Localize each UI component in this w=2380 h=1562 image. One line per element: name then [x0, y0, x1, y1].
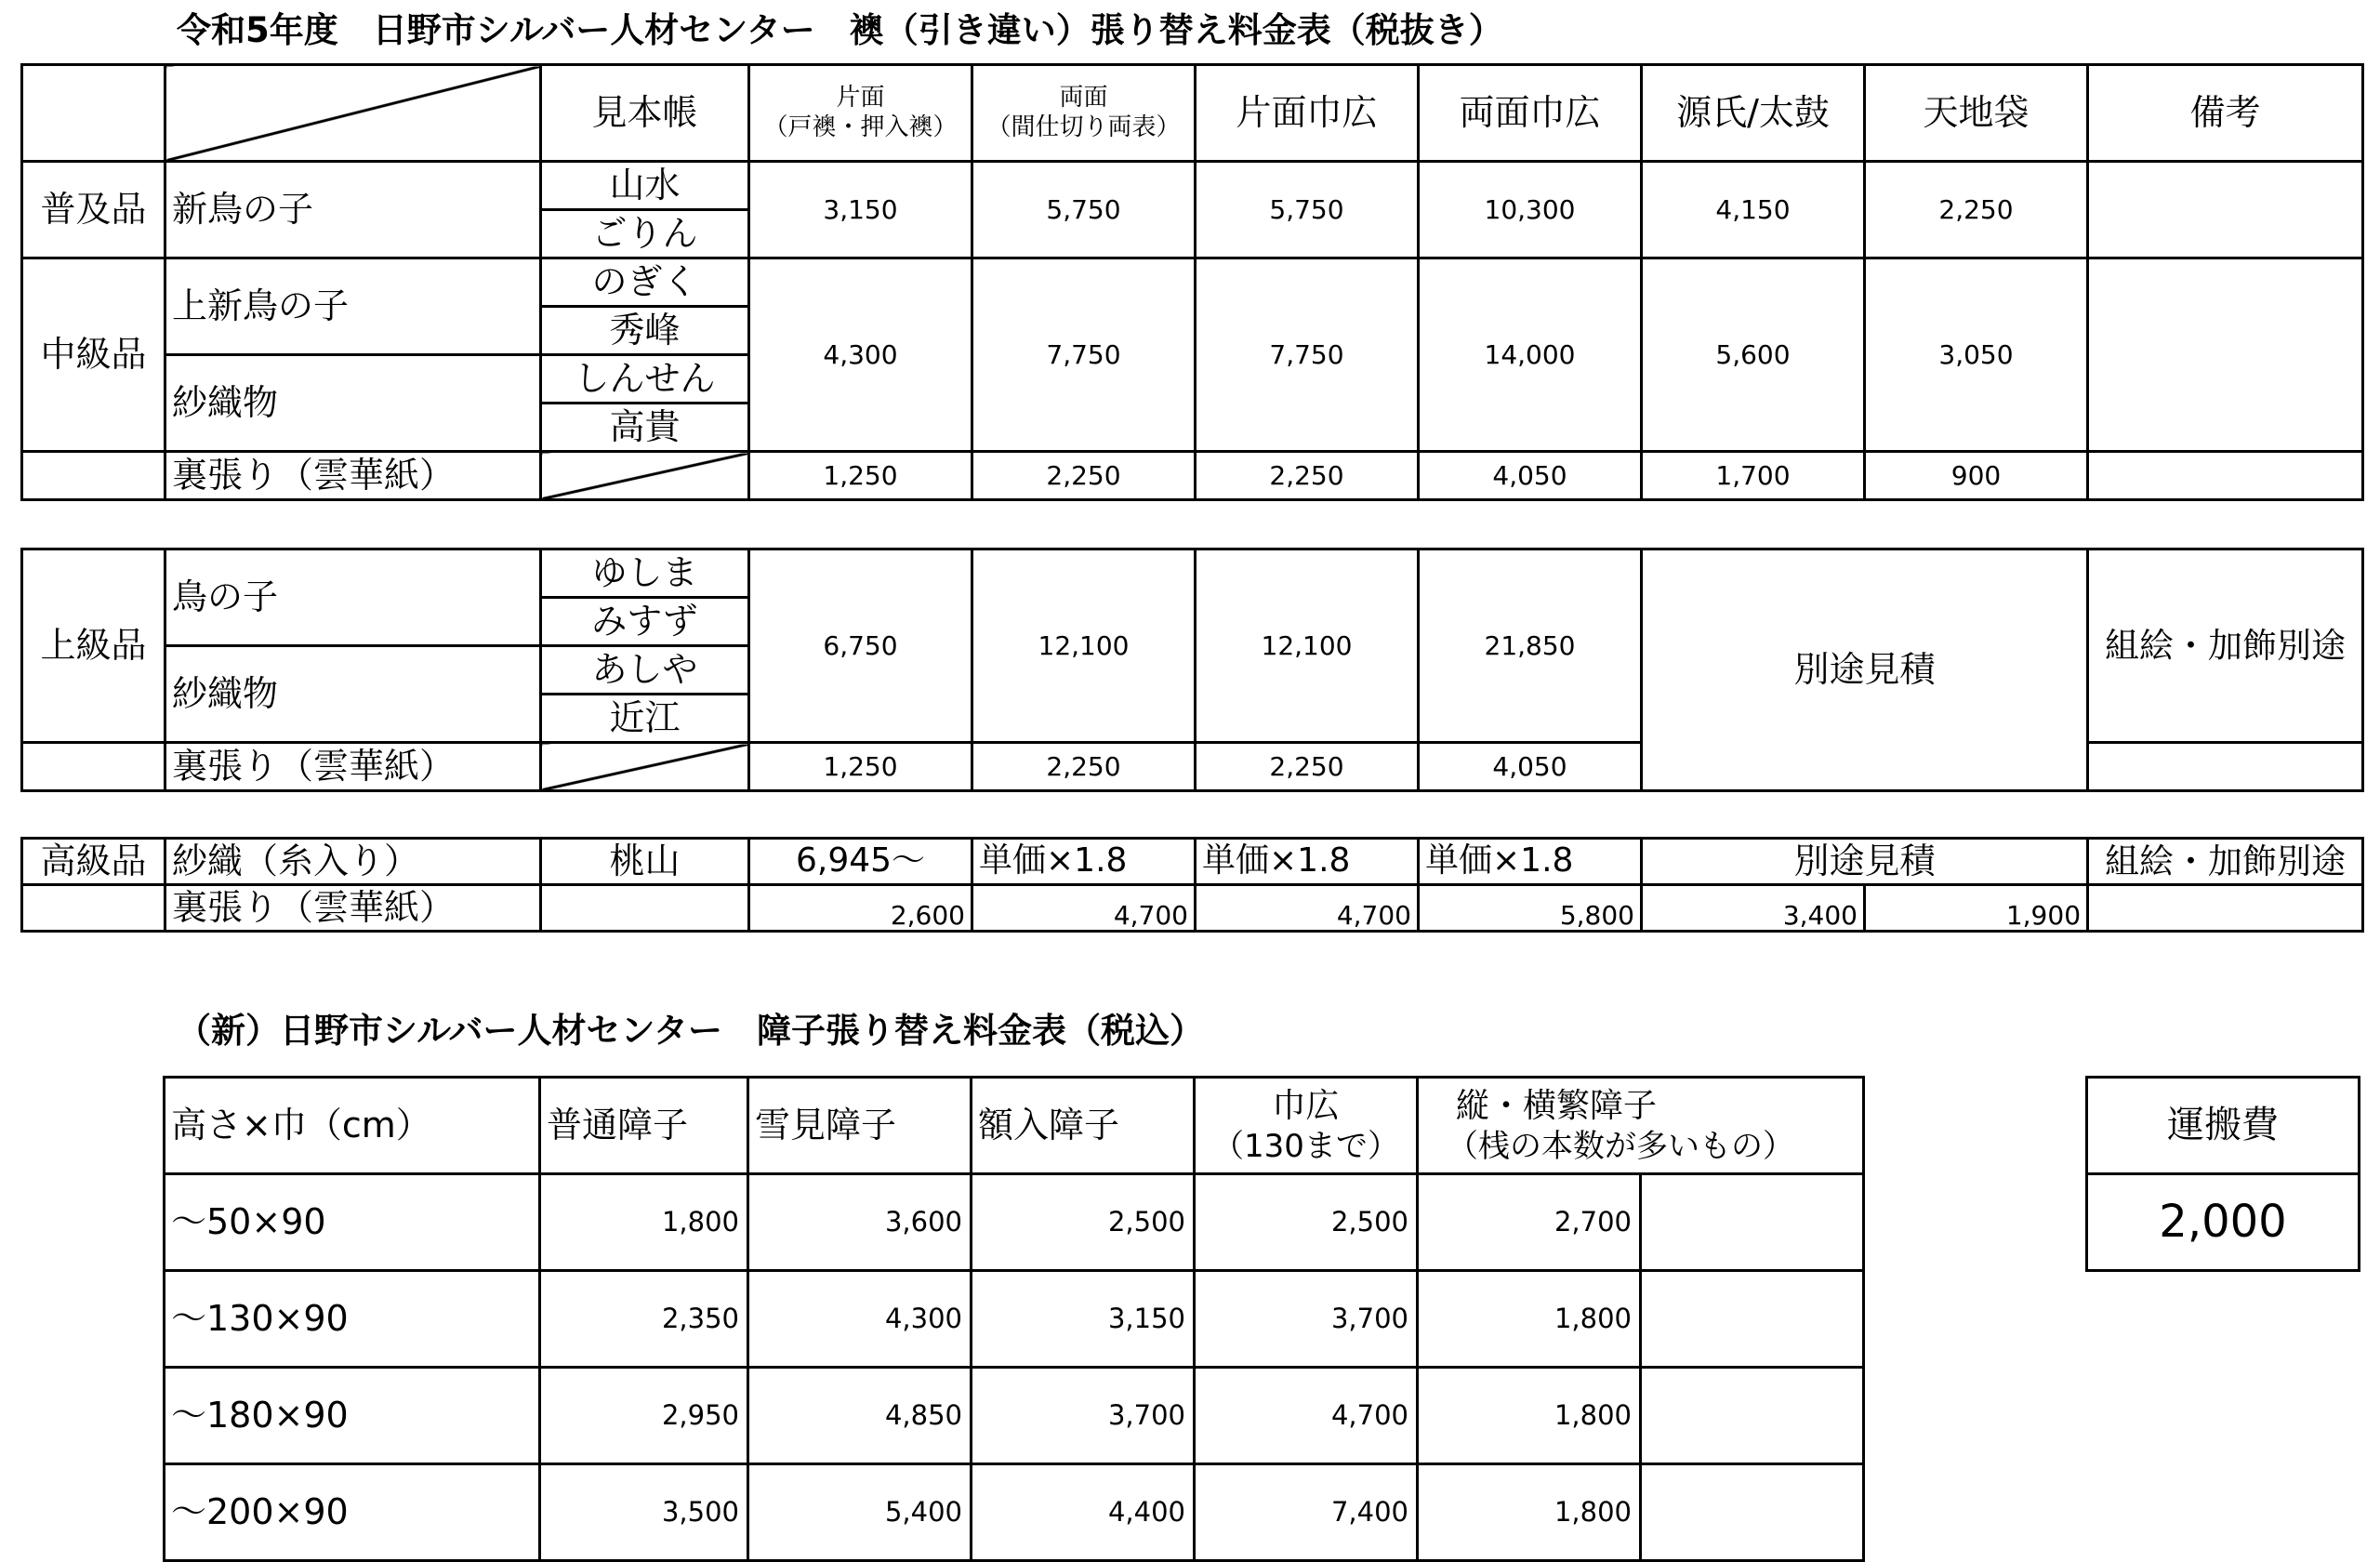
sample-diagonal: [541, 743, 749, 791]
price-cell: 900: [1865, 452, 2088, 500]
product-shaorimono: 紗織物: [165, 646, 541, 743]
shoji-price: 4,400: [972, 1464, 1195, 1561]
shoji-price: 2,950: [540, 1368, 748, 1464]
sample-shinsen: しんせん: [541, 355, 749, 404]
estimate-cell: 別途見積: [1642, 549, 2088, 791]
table-row: [165, 1368, 1864, 1464]
grade-chukyu: 中級品: [22, 258, 165, 452]
header-tenchi: 天地袋: [1865, 65, 2088, 162]
header-sample: 見本帳: [541, 65, 749, 162]
header-katamen-sub: （戸襖・押入襖）: [763, 113, 958, 141]
product-backing: 裏張り（雲華紙）: [165, 452, 541, 500]
shoji-header-wide-label: 巾広: [1272, 1086, 1340, 1125]
fusuma-table-jokyu: [20, 548, 2364, 792]
shoji-size: ～130×90: [165, 1271, 540, 1368]
price-cell: 1,250: [749, 452, 972, 500]
shoji-blank: [1641, 1174, 1864, 1271]
product-backing: 裏張り（雲華紙）: [165, 885, 541, 932]
remarks-cell: [2088, 258, 2363, 452]
transport-value: 2,000: [2087, 1174, 2360, 1271]
price-cell: 7,750: [1196, 258, 1419, 452]
header-blank: [22, 65, 165, 162]
shoji-table: [163, 1076, 1865, 1562]
multiplier-cell: 単価×1.8: [972, 839, 1196, 885]
header-remarks: 備考: [2088, 65, 2363, 162]
price-cell: 14,000: [1419, 258, 1642, 452]
shoji-price: 2,500: [972, 1174, 1195, 1271]
price-cell: 5,750: [972, 162, 1196, 258]
price-cell: 1,250: [749, 743, 972, 791]
price-momoyama: 6,945～: [749, 839, 972, 885]
shoji-blank: [1641, 1464, 1864, 1561]
price-cell: 21,850: [1419, 549, 1642, 743]
shoji-price: 3,700: [1195, 1271, 1418, 1368]
price-cell: 1,900: [1865, 885, 2088, 932]
multiplier-cell: 単価×1.8: [1419, 839, 1642, 885]
shoji-header-gakuiri: 額入障子: [972, 1078, 1195, 1174]
shoji-size: ～50×90: [165, 1174, 540, 1271]
multiplier-cell: 単価×1.8: [1196, 839, 1419, 885]
remarks-cell: [2088, 743, 2363, 791]
shoji-price: 5,400: [748, 1464, 972, 1561]
estimate-cell: 別途見積: [1642, 839, 2088, 885]
shoji-price: 1,800: [1418, 1271, 1641, 1368]
shoji-price: 7,400: [1195, 1464, 1418, 1561]
sample-misuzu: みすず: [541, 598, 749, 646]
product-shaori: 紗織（糸入り）: [165, 839, 541, 885]
product-jo-shintorinoko: 上新鳥の子: [165, 258, 541, 355]
price-cell: 2,250: [1865, 162, 2088, 258]
sample-momoyama: 桃山: [541, 839, 749, 885]
price-cell: 4,050: [1419, 743, 1642, 791]
sample-sansui: 山水: [541, 162, 749, 210]
shoji-price: 2,700: [1418, 1174, 1641, 1271]
header-ryomen-sub: （間仕切り両表）: [986, 113, 1181, 141]
transport-label: 運搬費: [2087, 1078, 2360, 1174]
product-shaorimono: 紗織物: [165, 355, 541, 452]
header-ryomen: [972, 65, 1196, 162]
fusuma-table-kokyu: [20, 837, 2364, 933]
sample-nogiku: のぎく: [541, 258, 749, 307]
shoji-price: 3,600: [748, 1174, 972, 1271]
product-backing: 裏張り（雲華紙）: [165, 743, 541, 791]
shoji-header-futsu: 普通障子: [540, 1078, 748, 1174]
price-cell: 5,750: [1196, 162, 1419, 258]
sample-omi: 近江: [541, 695, 749, 743]
remarks-cell: [2088, 885, 2363, 932]
header-genji: 源氏/太鼓: [1642, 65, 1865, 162]
fusuma-table-basic: [20, 63, 2364, 501]
shoji-price: 2,350: [540, 1271, 748, 1368]
shoji-header-tate-label: 縦・横繁障子: [1456, 1086, 1658, 1125]
shoji-price: 3,500: [540, 1464, 748, 1561]
shoji-header-yukimi: 雪見障子: [748, 1078, 972, 1174]
table-row: [165, 1464, 1864, 1561]
price-cell: 12,100: [1196, 549, 1419, 743]
product-shintorinoko: 新鳥の子: [165, 162, 541, 258]
sample-gorin: ごりん: [541, 210, 749, 258]
shoji-price: 4,850: [748, 1368, 972, 1464]
shoji-blank: [1641, 1368, 1864, 1464]
product-torinoko: 鳥の子: [165, 549, 541, 646]
shoji-price: 4,700: [1195, 1368, 1418, 1464]
remarks-kumie: 組絵・加飾別途: [2088, 549, 2363, 743]
remarks-kumie: 組絵・加飾別途: [2088, 839, 2363, 885]
header-diagonal: [165, 65, 541, 162]
header-katamen: [749, 65, 972, 162]
price-cell: 4,700: [1196, 885, 1419, 932]
shoji-price: 1,800: [1418, 1368, 1641, 1464]
price-cell: 4,150: [1642, 162, 1865, 258]
header-ryomen-label: 両面: [1059, 84, 1108, 113]
shoji-size: ～180×90: [165, 1368, 540, 1464]
shoji-header-wide-sub: （130まで）: [1212, 1127, 1399, 1165]
price-cell: 4,700: [972, 885, 1196, 932]
price-cell: 7,750: [972, 258, 1196, 452]
price-cell: 2,250: [972, 452, 1196, 500]
price-cell: 3,400: [1642, 885, 1865, 932]
price-cell: 4,050: [1419, 452, 1642, 500]
price-cell: 2,250: [1196, 743, 1419, 791]
sample-diagonal: [541, 452, 749, 500]
sample-shuho: 秀峰: [541, 307, 749, 355]
header-ryomen-wide: 両面巾広: [1419, 65, 1642, 162]
table-row: [165, 1174, 1864, 1271]
shoji-size: ～200×90: [165, 1464, 540, 1561]
shoji-price: 2,500: [1195, 1174, 1418, 1271]
shoji-price: 3,700: [972, 1368, 1195, 1464]
shoji-header-tate-sub: （桟の本数が多いもの）: [1447, 1127, 1794, 1165]
shoji-price: 3,150: [972, 1271, 1195, 1368]
sample-blank: [541, 885, 749, 932]
header-katamen-label: 片面: [836, 84, 885, 113]
remarks-cell: [2088, 162, 2363, 258]
grade-jokyu: 上級品: [22, 549, 165, 743]
shoji-blank: [1641, 1271, 1864, 1368]
sample-koki: 高貴: [541, 404, 749, 452]
sample-ashiya: あしや: [541, 646, 749, 695]
price-cell: 2,250: [972, 743, 1196, 791]
price-cell: 3,050: [1865, 258, 2088, 452]
shoji-price: 1,800: [540, 1174, 748, 1271]
transport-table: [2085, 1076, 2360, 1272]
price-cell: 5,800: [1419, 885, 1642, 932]
fusuma-title: 令和5年度 日野市シルバー人材センター 襖（引き違い）張り替え料金表（税抜き）: [177, 10, 1503, 50]
shoji-price: 1,800: [1418, 1464, 1641, 1561]
grade-blank: [22, 743, 165, 791]
table-row: [165, 1271, 1864, 1368]
grade-fukyu: 普及品: [22, 162, 165, 258]
price-cell: 1,700: [1642, 452, 1865, 500]
shoji-header-size: 高さ×巾（cm）: [165, 1078, 540, 1174]
grade-blank: [22, 452, 165, 500]
shoji-title: （新）日野市シルバー人材センター 障子張り替え料金表（税込）: [177, 1011, 1205, 1051]
shoji-price: 4,300: [748, 1271, 972, 1368]
price-cell: 3,150: [749, 162, 972, 258]
price-cell: 2,600: [749, 885, 972, 932]
price-cell: 2,250: [1196, 452, 1419, 500]
shoji-header-tate: [1418, 1078, 1864, 1174]
price-cell: 4,300: [749, 258, 972, 452]
sample-yushima: ゆしま: [541, 549, 749, 598]
remarks-cell: [2088, 452, 2363, 500]
price-cell: 6,750: [749, 549, 972, 743]
price-cell: 5,600: [1642, 258, 1865, 452]
grade-blank: [22, 885, 165, 932]
header-katamen-wide: 片面巾広: [1196, 65, 1419, 162]
shoji-header-wide: [1195, 1078, 1418, 1174]
grade-kokyu: 高級品: [22, 839, 165, 885]
price-cell: 12,100: [972, 549, 1196, 743]
price-cell: 10,300: [1419, 162, 1642, 258]
